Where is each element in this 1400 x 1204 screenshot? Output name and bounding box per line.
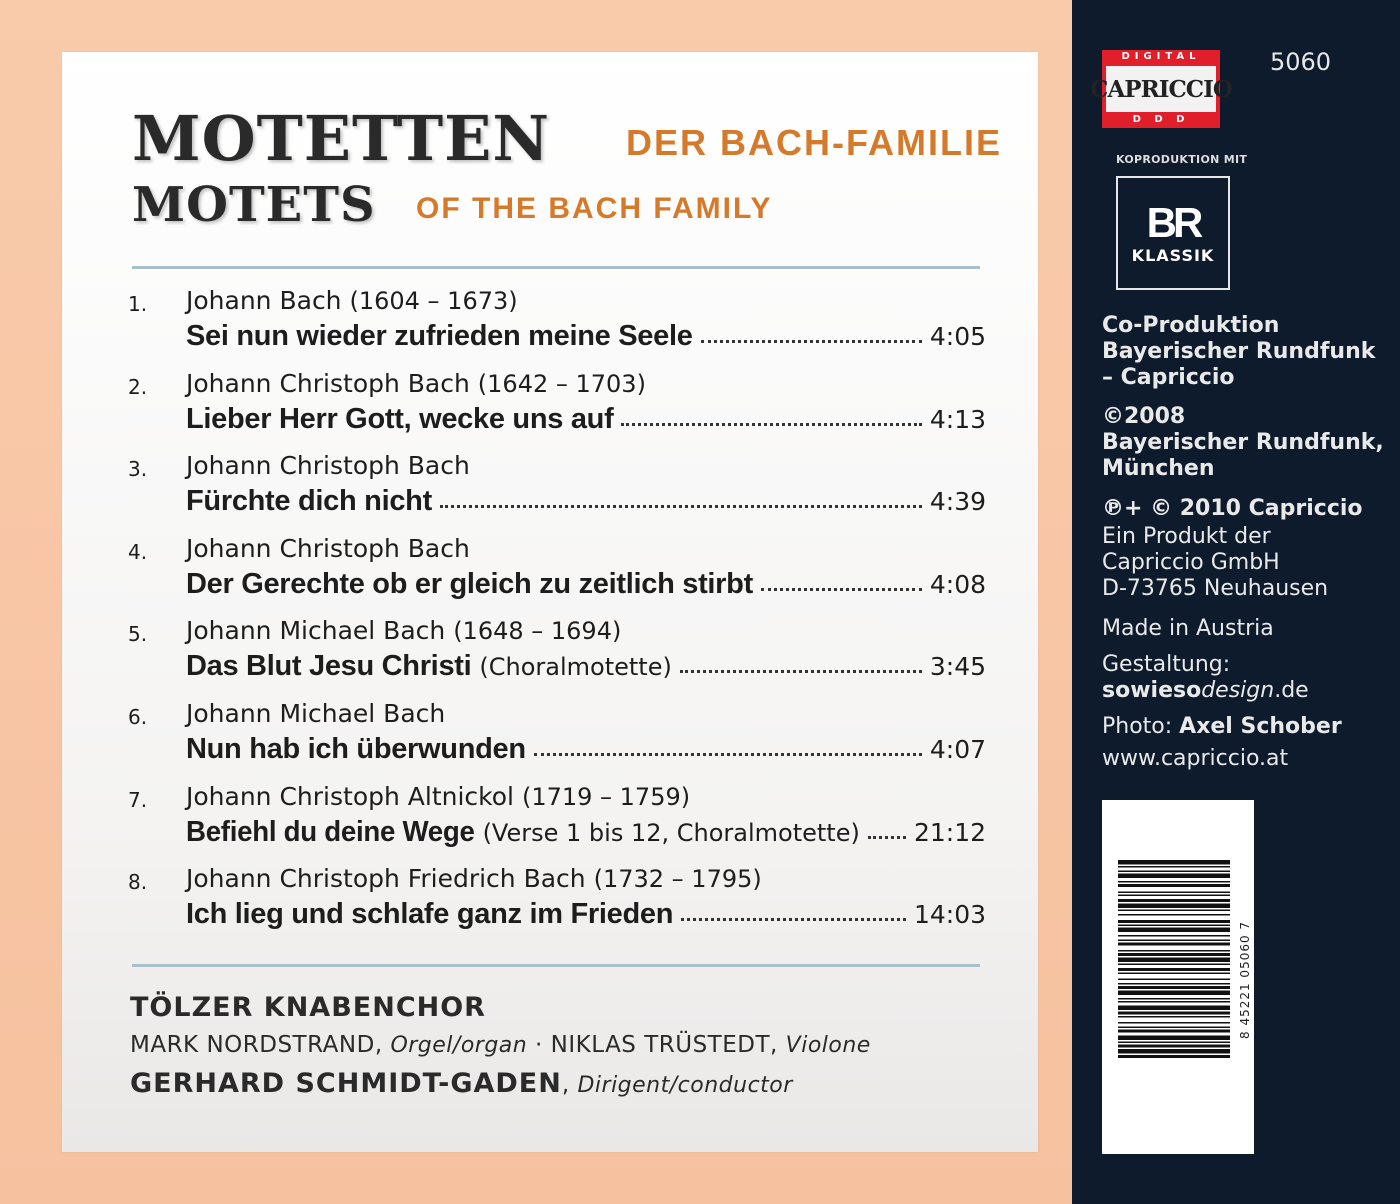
work-line [186, 650, 986, 686]
barcode-bar [1118, 895, 1230, 897]
br-mark: BR [1146, 198, 1200, 246]
br-klassik-logo [1116, 176, 1230, 290]
barcode-bar [1118, 928, 1230, 933]
capriccio-logo [1090, 50, 1232, 128]
subtitle-english: OF THE BACH FAMILY [416, 192, 773, 225]
composer-text: Johann Bach [186, 286, 342, 315]
barcode-bar [1118, 1055, 1230, 1058]
phonogram-line [1102, 496, 1363, 522]
violone-role: Violone [785, 1033, 871, 1058]
barcode-bar [1118, 935, 1230, 937]
choir-name: TÖLZER KNABENCHOR [130, 992, 486, 1023]
coprod-line-2: Bayerischer Rundfunk [1102, 339, 1376, 364]
track-number: 8. [128, 870, 148, 895]
conductor-name: GERHARD SCHMIDT-GADEN [130, 1068, 562, 1099]
barcode-bar [1118, 1016, 1230, 1018]
photo-name: Axel Schober [1179, 714, 1342, 739]
barcode-bar [1118, 910, 1230, 912]
barcode-bar [1118, 925, 1230, 927]
logo-digital: DIGITAL [1121, 51, 1201, 62]
composer-dates: (1732 – 1795) [593, 865, 762, 894]
barcode-bar [1118, 899, 1230, 902]
leader-dots [681, 918, 906, 921]
organist-role: Orgel/organ [390, 1033, 528, 1058]
product-block [1102, 524, 1328, 602]
composer-dates: (1604 – 1673) [349, 287, 518, 315]
track-duration: 21:12 [913, 817, 986, 847]
track-duration: 14:03 [913, 900, 986, 930]
conductor-role: Dirigent/conductor [577, 1073, 793, 1098]
logo-capriccio: CAPRICCIO [1106, 66, 1216, 112]
work-line [186, 320, 986, 356]
barcode-bar [1118, 1045, 1230, 1048]
barcode-number: 8 45221 05060 7 [1238, 920, 1252, 1040]
track-number: 7. [128, 787, 148, 812]
leader-dots [440, 505, 922, 508]
product-line-3: D-73765 Neuhausen [1102, 576, 1329, 601]
divider-top [132, 266, 980, 269]
website-text: www.capriccio.at [1102, 746, 1289, 771]
track-duration: 4:39 [929, 487, 986, 517]
barcode-bar [1118, 871, 1230, 873]
barcode-bar [1118, 964, 1230, 966]
work-line [186, 816, 986, 852]
work-note: (Choralmotette) [479, 653, 672, 682]
work-note: (Verse 1 bis 12, Choralmotette) [482, 818, 860, 847]
composer-text: Johann Christoph Friedrich Bach [186, 864, 586, 894]
barcode-bar [1118, 1027, 1230, 1029]
copyright-line-2: Bayerischer Rundfunk, [1102, 430, 1384, 455]
work-title: Fürchte dich nicht [186, 485, 432, 518]
barcode [1102, 800, 1254, 1154]
leader-dots [680, 670, 922, 673]
track-number: 4. [128, 539, 148, 564]
track-number: 1. [128, 292, 148, 316]
work-line [186, 403, 986, 439]
composer-name [186, 864, 762, 893]
work-title: Ich lieg und schlafe ganz im Frieden [186, 898, 674, 931]
design-credit [1102, 652, 1309, 704]
barcode-bar [1118, 1022, 1230, 1024]
barcode-bar [1118, 1012, 1230, 1015]
track-duration: 4:07 [929, 735, 986, 764]
website-link [1102, 746, 1288, 772]
barcode-bar [1118, 904, 1230, 909]
barcode-bar [1118, 953, 1230, 956]
soloists-line: MARK NORDSTRAND, Orgel/organ · NIKLAS TRÜSTEDT, Violone [130, 1032, 871, 1058]
subtitle-german: DER BACH-FAMILIE [626, 122, 1002, 163]
work-title: Der Gerechte ob er gleich zu zeitlich stirbt [186, 567, 753, 600]
composer-dates: (1642 – 1703) [477, 369, 646, 398]
logo-ddd: D D D [1132, 114, 1190, 125]
barcode-bar [1118, 950, 1230, 952]
work-title: Sei nun wieder zufrieden meine Seele [186, 320, 693, 352]
photo-credit [1102, 714, 1342, 740]
barcode-bar [1118, 1042, 1230, 1044]
composer-name [186, 451, 470, 480]
track-number: 5. [128, 622, 148, 647]
composer-name [186, 699, 445, 728]
barcode-bar [1118, 881, 1230, 883]
copyright-block [1102, 404, 1384, 482]
coproduction-block [1102, 313, 1375, 391]
track-duration: 4:05 [929, 322, 986, 351]
made-in-text: Made in Austria [1102, 616, 1274, 641]
work-line [186, 485, 986, 521]
track-duration: 3:45 [929, 652, 986, 682]
barcode-bar [1118, 958, 1230, 963]
copyright-line-3: München [1102, 456, 1215, 481]
composer-text: Johann Christoph Bach [186, 368, 470, 398]
made-in [1102, 616, 1274, 642]
work-title: Das Blut Jesu Christi [186, 650, 472, 683]
title-motetten: MOTETTEN [132, 102, 551, 175]
barcode-bar [1118, 1006, 1230, 1011]
organist-name: MARK NORDSTRAND [130, 1032, 375, 1058]
tracklist-panel [62, 52, 1038, 1152]
barcode-bar [1118, 986, 1230, 989]
work-line [186, 898, 986, 934]
conductor-line: GERHARD SCHMIDT-GADEN, Dirigent/conductor [130, 1068, 793, 1099]
work-title: Lieber Herr Gott, wecke uns auf [186, 402, 614, 435]
title-german [132, 102, 550, 175]
barcode-bar [1118, 866, 1230, 868]
br-klassik-text: KLASSIK [1131, 245, 1215, 265]
barcode-bar [1118, 874, 1230, 879]
composer-name [186, 534, 470, 563]
product-line-2: Capriccio GmbH [1102, 550, 1280, 575]
composer-text: Johann Christoph Bach [186, 533, 470, 563]
composer-text: Johann Michael Bach [186, 616, 446, 646]
barcode-bars [1112, 810, 1236, 1144]
composer-text: Johann Michael Bach [186, 699, 446, 728]
composer-name [186, 369, 646, 398]
composer-name [186, 782, 690, 811]
copyright-line-1: ©2008 [1102, 404, 1186, 429]
violone-name: NIKLAS TRÜSTEDT [550, 1032, 771, 1058]
work-line [186, 568, 986, 604]
catalog-number: 5060 [1270, 48, 1332, 76]
photo-label: Photo: [1102, 714, 1173, 739]
track-duration: 4:08 [929, 569, 986, 599]
barcode-bar [1118, 991, 1230, 996]
barcode-bar [1118, 968, 1230, 971]
leader-dots [701, 340, 922, 343]
barcode-bar [1118, 940, 1230, 942]
leader-dots [761, 588, 922, 591]
phonogram-text: ℗+ © 2010 Capriccio [1102, 496, 1363, 521]
leader-dots [621, 423, 921, 426]
track-number: 6. [128, 705, 148, 729]
credits-sidebar [1072, 0, 1400, 1204]
composer-name [186, 616, 621, 645]
barcode-bar [1118, 1036, 1230, 1041]
koproduktion-label: KOPRODUKTION MIT [1116, 153, 1248, 166]
track-number: 2. [128, 374, 148, 399]
barcode-bar [1118, 998, 1230, 1000]
coprod-line-3: – Capriccio [1102, 365, 1235, 390]
composer-dates: (1719 – 1759) [521, 782, 691, 811]
barcode-bar [1118, 892, 1230, 894]
barcode-bar [1118, 920, 1230, 923]
work-title: Befiehl du deine Wege [186, 815, 475, 848]
product-line-1: Ein Produkt der [1102, 524, 1271, 549]
track-number: 3. [128, 457, 148, 482]
coprod-line-1: Co-Produktion [1102, 313, 1280, 338]
design-bold: sowieso [1102, 678, 1202, 703]
title-motets: MOTETS [132, 177, 376, 233]
barcode-bar [1118, 1001, 1230, 1003]
composer-text: Johann Christoph Altnickol [186, 781, 514, 811]
barcode-bar [1118, 1030, 1230, 1033]
title-english [132, 177, 376, 233]
design-italic: design [1201, 678, 1275, 703]
leader-dots [868, 836, 906, 839]
divider-bottom [132, 964, 980, 967]
composer-name [186, 286, 518, 315]
design-name [1102, 678, 1309, 704]
barcode-bar [1118, 884, 1230, 887]
design-label: Gestaltung: [1102, 652, 1231, 677]
composer-text: Johann Christoph Bach [186, 451, 470, 481]
work-line [186, 733, 986, 769]
barcode-bar [1118, 973, 1230, 975]
barcode-bar [1118, 983, 1230, 985]
barcode-bar [1118, 943, 1230, 946]
barcode-bar [1118, 860, 1230, 865]
separator-dot: · [535, 1032, 543, 1058]
barcode-bar [1118, 979, 1230, 981]
barcode-bar [1118, 914, 1230, 916]
track-duration: 4:13 [929, 404, 986, 434]
design-tld: .de [1274, 678, 1309, 703]
composer-dates: (1648 – 1694) [453, 617, 622, 646]
leader-dots [534, 753, 922, 756]
barcode-bar [1118, 1049, 1230, 1054]
work-title: Nun hab ich überwunden [186, 733, 526, 765]
